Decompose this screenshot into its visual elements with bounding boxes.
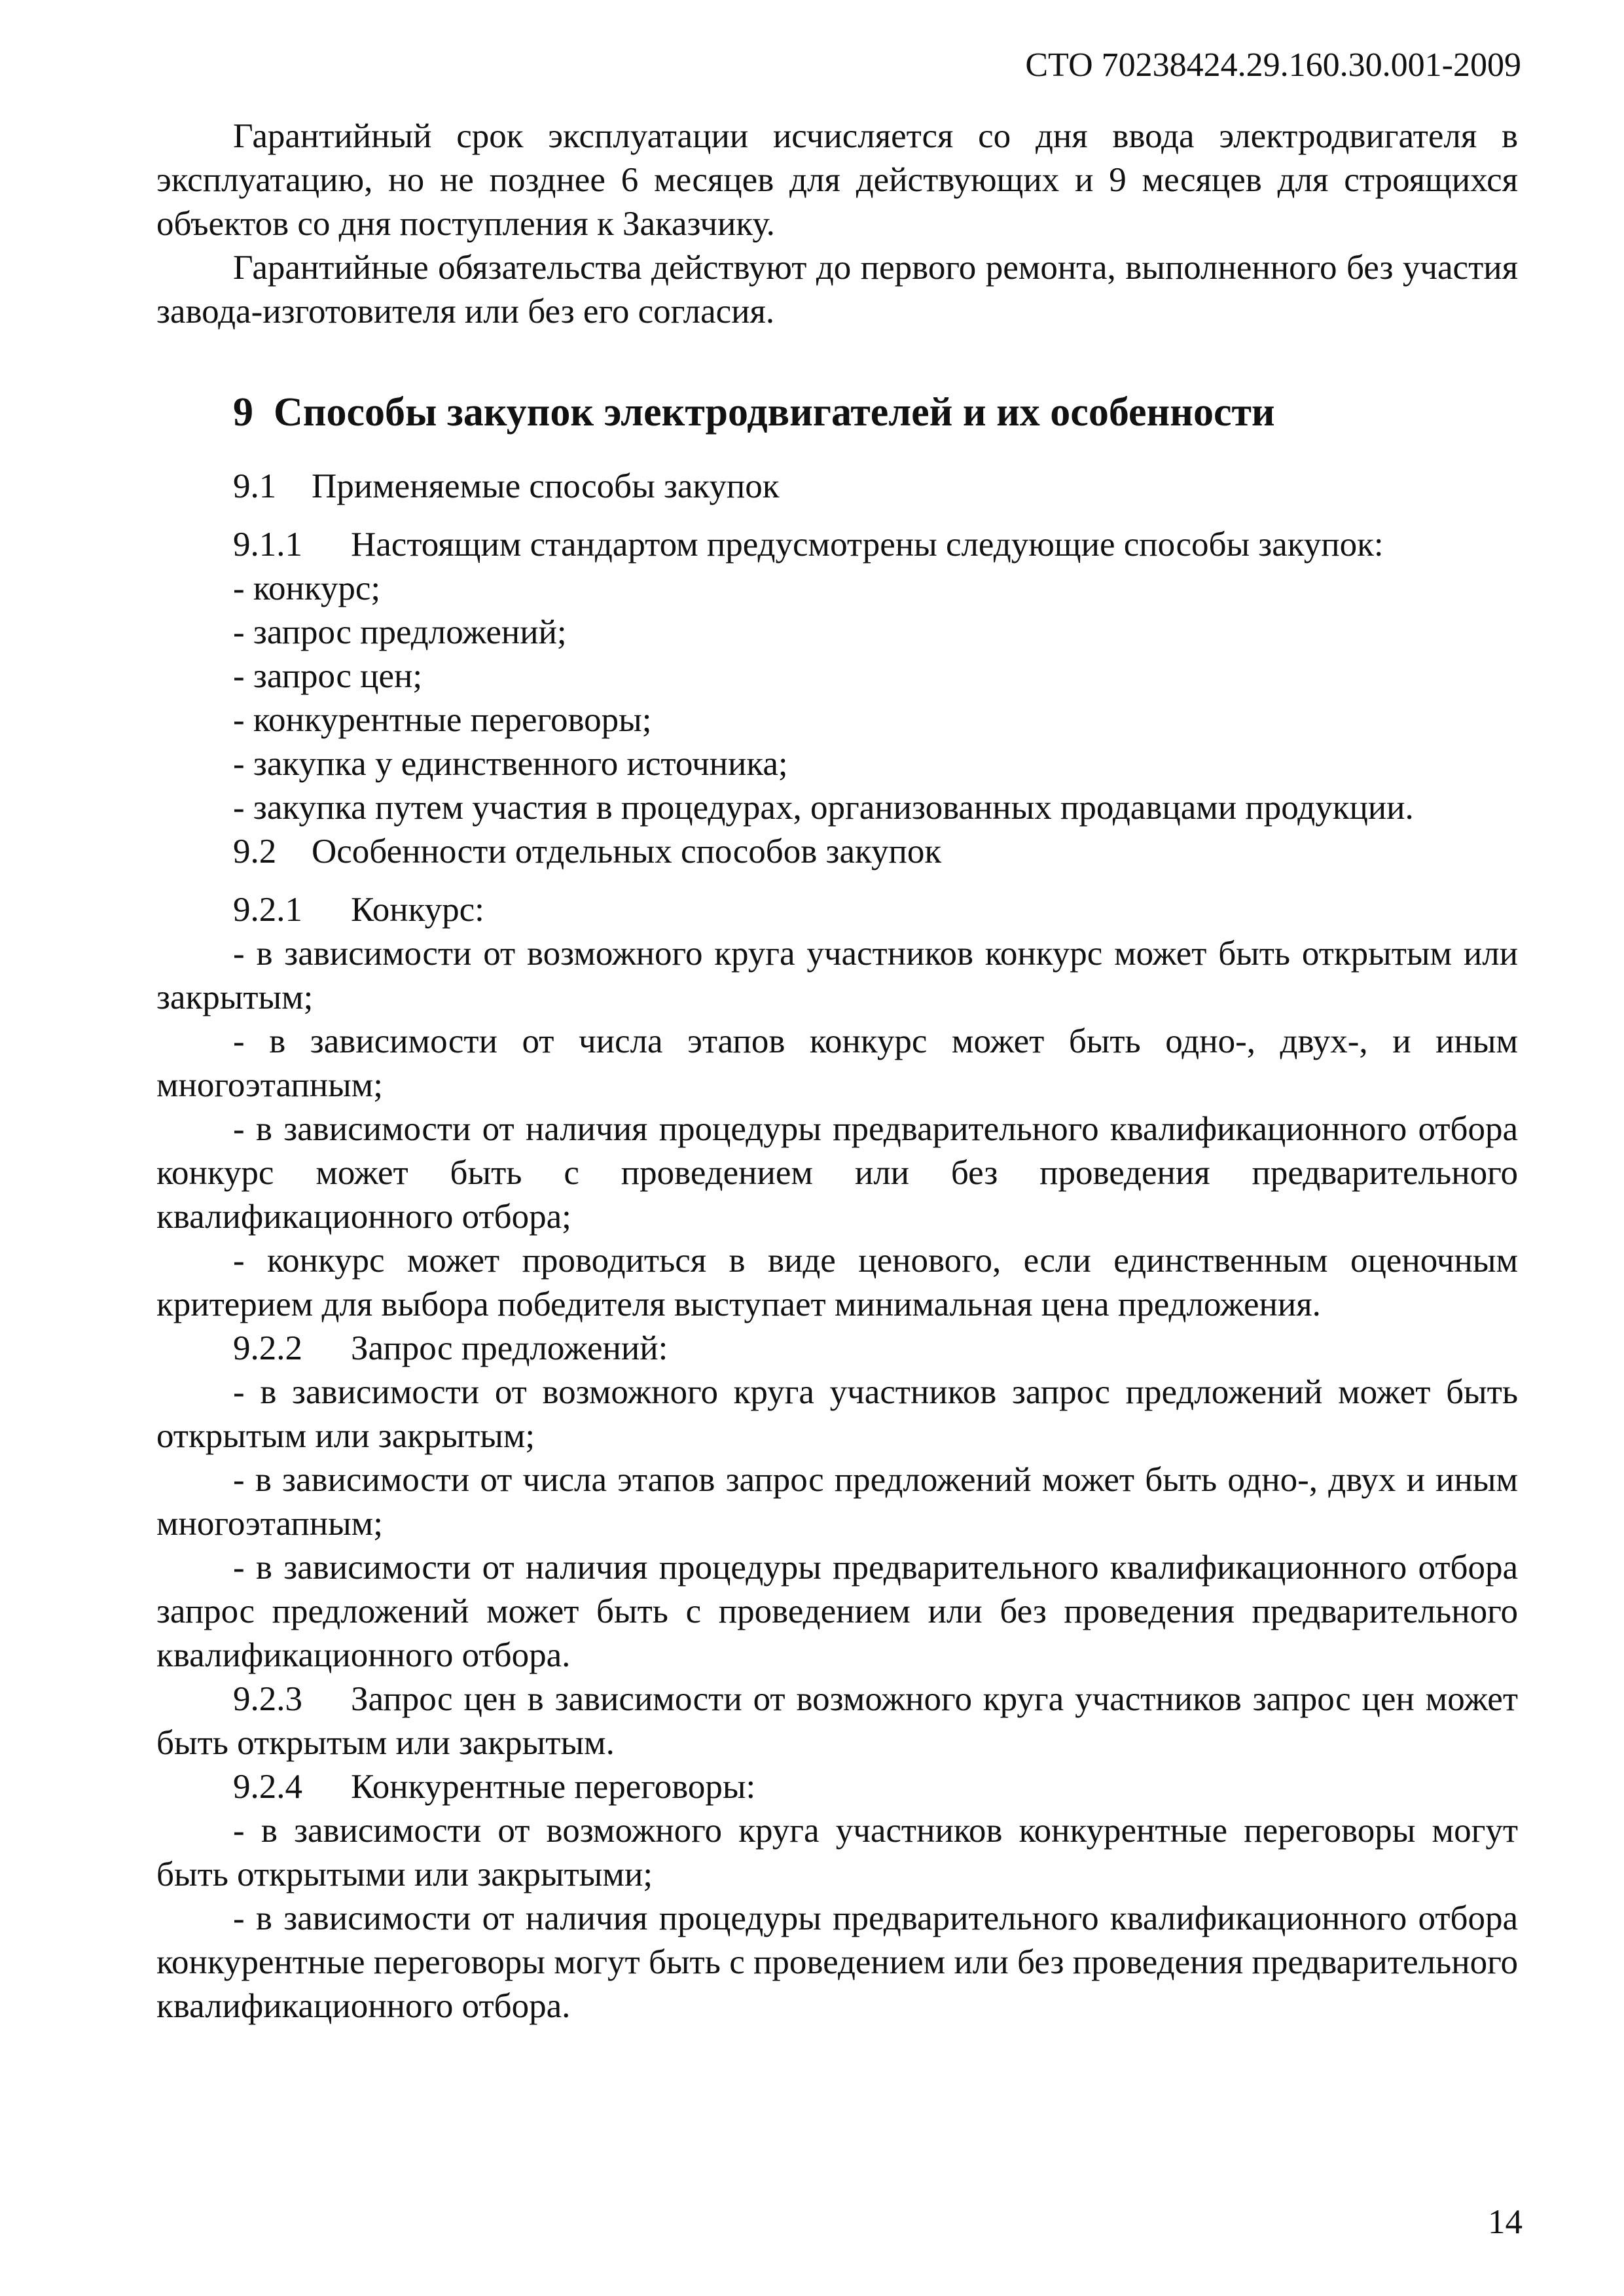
- list-item: - конкурс может проводиться в виде ценового, если единственным оценочным критерием для выбора победителя выступает минимальная цена предложения.: [156, 1242, 1518, 1323]
- clause-9-2-1: [156, 888, 1518, 932]
- list-item: - запрос цен;: [233, 657, 423, 695]
- clause-9-2-1-number: 9.2.1: [233, 891, 302, 929]
- list-item: - закупка у единственного источника;: [233, 745, 788, 783]
- list-item: - в зависимости от наличия процедуры предварительного квалификационного отбора конкурс может быть с проведением или без проведения предварительного квалификационного отбора;: [156, 1110, 1518, 1236]
- clause-9-1-1-text: Настоящим стандартом предусмотрены следующие способы закупок:: [351, 526, 1384, 564]
- subsection-9-1-number: 9.1: [233, 467, 277, 505]
- list-item: - в зависимости от числа этапов конкурс может быть одно-, двух-, и иным многоэтапным;: [156, 1022, 1518, 1104]
- clause-9-2-2: [156, 1327, 1518, 1371]
- clause-9-1-1-number: 9.1.1: [233, 526, 302, 564]
- list-item: - в зависимости от возможного круга участников конкурентные переговоры могут быть открытыми или закрытыми;: [156, 1812, 1518, 1893]
- clause-9-2-3-text: Запрос цен в зависимости от возможного круга участников запрос цен может быть открытым или закрытым.: [156, 1680, 1518, 1762]
- procurement-methods-list: [156, 567, 1518, 830]
- subsection-9-1-title: Применяемые способы закупок: [312, 467, 780, 505]
- document-body: [156, 115, 1518, 2028]
- warranty-obligations-paragraph: Гарантийные обязательства действуют до первого ремонта, выполненного без участия завода-изготовителя или без его согласия.: [156, 249, 1518, 331]
- clause-9-2-2-title: Запрос предложений:: [351, 1329, 668, 1367]
- clause-9-1-1: [156, 523, 1518, 567]
- list-item: - в зависимости от наличия процедуры предварительного квалификационного отбора конкурентные переговоры могут быть с проведением или без проведения предварительного квалификационного отбора.: [156, 1899, 1518, 2025]
- clause-9-2-4-title: Конкурентные переговоры:: [351, 1768, 756, 1806]
- subsection-9-2-heading: [156, 830, 1518, 874]
- section-9-number: 9: [233, 390, 253, 435]
- list-item: - в зависимости от возможного круга участников конкурс может быть открытым или закрытым;: [156, 935, 1518, 1016]
- list-item: - в зависимости от числа этапов запрос предложений может быть одно-, двух и иным многоэтапным;: [156, 1461, 1518, 1543]
- list-item: - конкурс;: [233, 569, 381, 607]
- warranty-paragraph: Гарантийный срок эксплуатации исчисляется со дня ввода электродвигателя в эксплуатацию, но не позднее 6 месяцев для действующих и 9 месяцев для строящихся объектов со дня поступления к Заказчику.: [156, 117, 1518, 243]
- list-item: - запрос предложений;: [233, 613, 567, 651]
- subsection-9-1-heading: [156, 465, 1518, 509]
- clause-9-2-3: [156, 1677, 1518, 1765]
- list-item: - в зависимости от наличия процедуры предварительного квалификационного отбора запрос предложений может быть с проведением или без проведения предварительного квалификационного отбора.: [156, 1549, 1518, 1674]
- list-item: - закупка путем участия в процедурах, организованных продавцами продукции.: [233, 789, 1414, 827]
- clause-9-2-2-number: 9.2.2: [233, 1329, 302, 1367]
- subsection-9-2-title: Особенности отдельных способов закупок: [312, 833, 942, 870]
- section-9-heading: [156, 386, 1518, 439]
- document-code: СТО 70238424.29.160.30.001-2009: [1025, 46, 1521, 84]
- clause-9-2-4-number: 9.2.4: [233, 1768, 302, 1806]
- clause-9-2-3-number: 9.2.3: [233, 1680, 302, 1718]
- list-item: - в зависимости от возможного круга участников запрос предложений может быть открытым или закрытым;: [156, 1373, 1518, 1455]
- clause-9-2-4: [156, 1765, 1518, 1809]
- list-item: - конкурентные переговоры;: [233, 701, 652, 739]
- section-9-title: Способы закупок электродвигателей и их особенности: [274, 390, 1275, 435]
- page-number: 14: [1488, 2203, 1523, 2241]
- clause-9-2-1-title: Конкурс:: [351, 891, 484, 929]
- subsection-9-2-number: 9.2: [233, 833, 277, 870]
